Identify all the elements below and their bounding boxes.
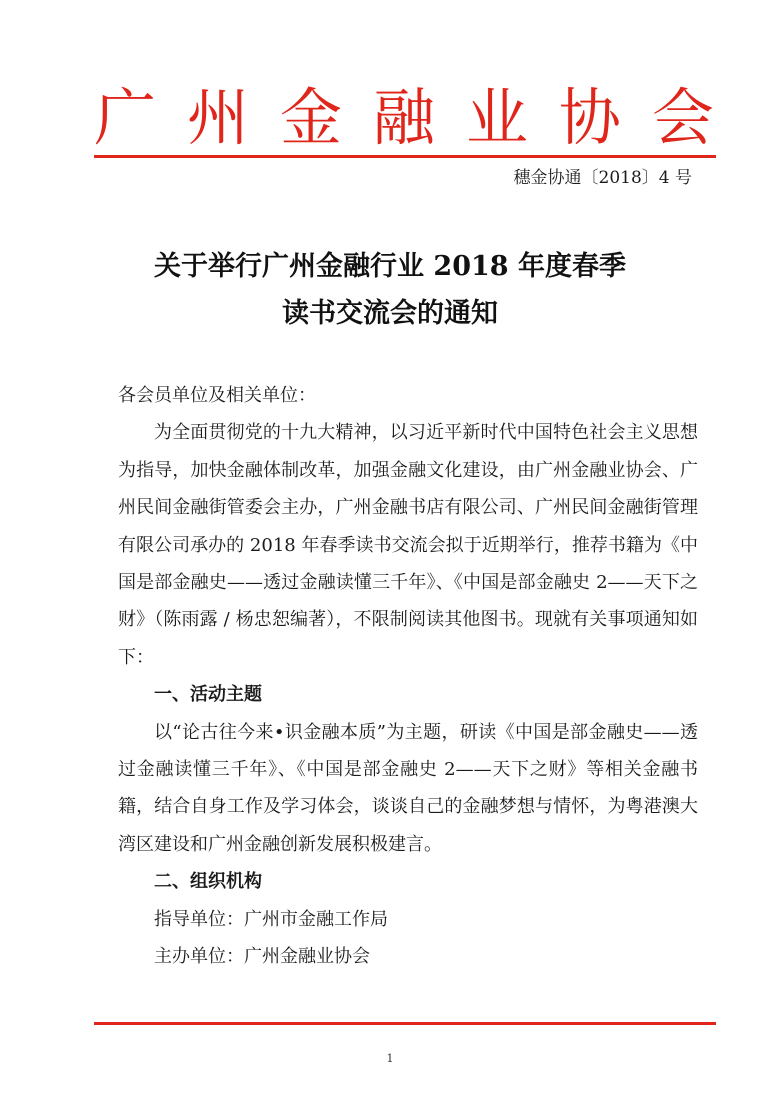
page-number: 1 <box>386 1052 394 1065</box>
org-name-char: 州 <box>186 81 249 154</box>
intro-paragraph: 为全面贯彻党的十九大精神，以习近平新时代中国特色社会主义思想为指导，加快金融体制改革，加强金融文化建设，由广州金融业协会、广州民间金融街管委会主办，广州金融书店有限公司、广州民间金融街管理有限公司承办的 2018 年春季读书交流会拟于近期举行，推荐书籍为《中国是部金融史——透过金融读懂三千年》、《中国是部金融史 2——天下之财》（陈雨露 / 杨忠恕编著），不限制阅读其他图书。现就有关事项通知如下： <box>118 422 698 668</box>
section-heading-organization: 二、组织机构 <box>154 871 262 893</box>
guide-unit-line: 指导单位：广州市金融工作局 <box>154 908 388 930</box>
letterhead-org-name <box>94 78 714 158</box>
host-unit-line: 主办单位：广州金融业协会 <box>154 946 370 968</box>
notice-body <box>118 377 698 976</box>
org-name-char: 融 <box>372 81 435 154</box>
notice-title-line-1: 关于举行广州金融行业 2018 年度春季 <box>154 251 626 282</box>
letterhead-divider <box>94 155 716 158</box>
org-name-char: 会 <box>651 81 714 154</box>
theme-paragraph: 以“论古往今来•识金融本质”为主题，研读《中国是部金融史——透过金融读懂三千年》、《中国是部金融史 2——天下之财》等相关金融书籍，结合自身工作及学习体会，谈谈自己的金融梦想与情怀，为粤港澳大湾区建设和广州金融创新发展积极建言。 <box>118 721 698 855</box>
salutation: 各会员单位及相关单位： <box>118 385 316 406</box>
notice-title <box>60 243 720 337</box>
section-heading-theme: 一、活动主题 <box>154 684 262 706</box>
org-name-char: 广 <box>94 81 157 154</box>
org-name-char: 协 <box>558 81 621 154</box>
org-name-char: 金 <box>279 81 342 154</box>
notice-title-line-2: 读书交流会的通知 <box>282 298 498 329</box>
document-number: 穗金协通〔2018〕4 号 <box>513 168 692 188</box>
org-name-char: 业 <box>465 81 528 154</box>
footer-divider <box>94 1022 716 1025</box>
